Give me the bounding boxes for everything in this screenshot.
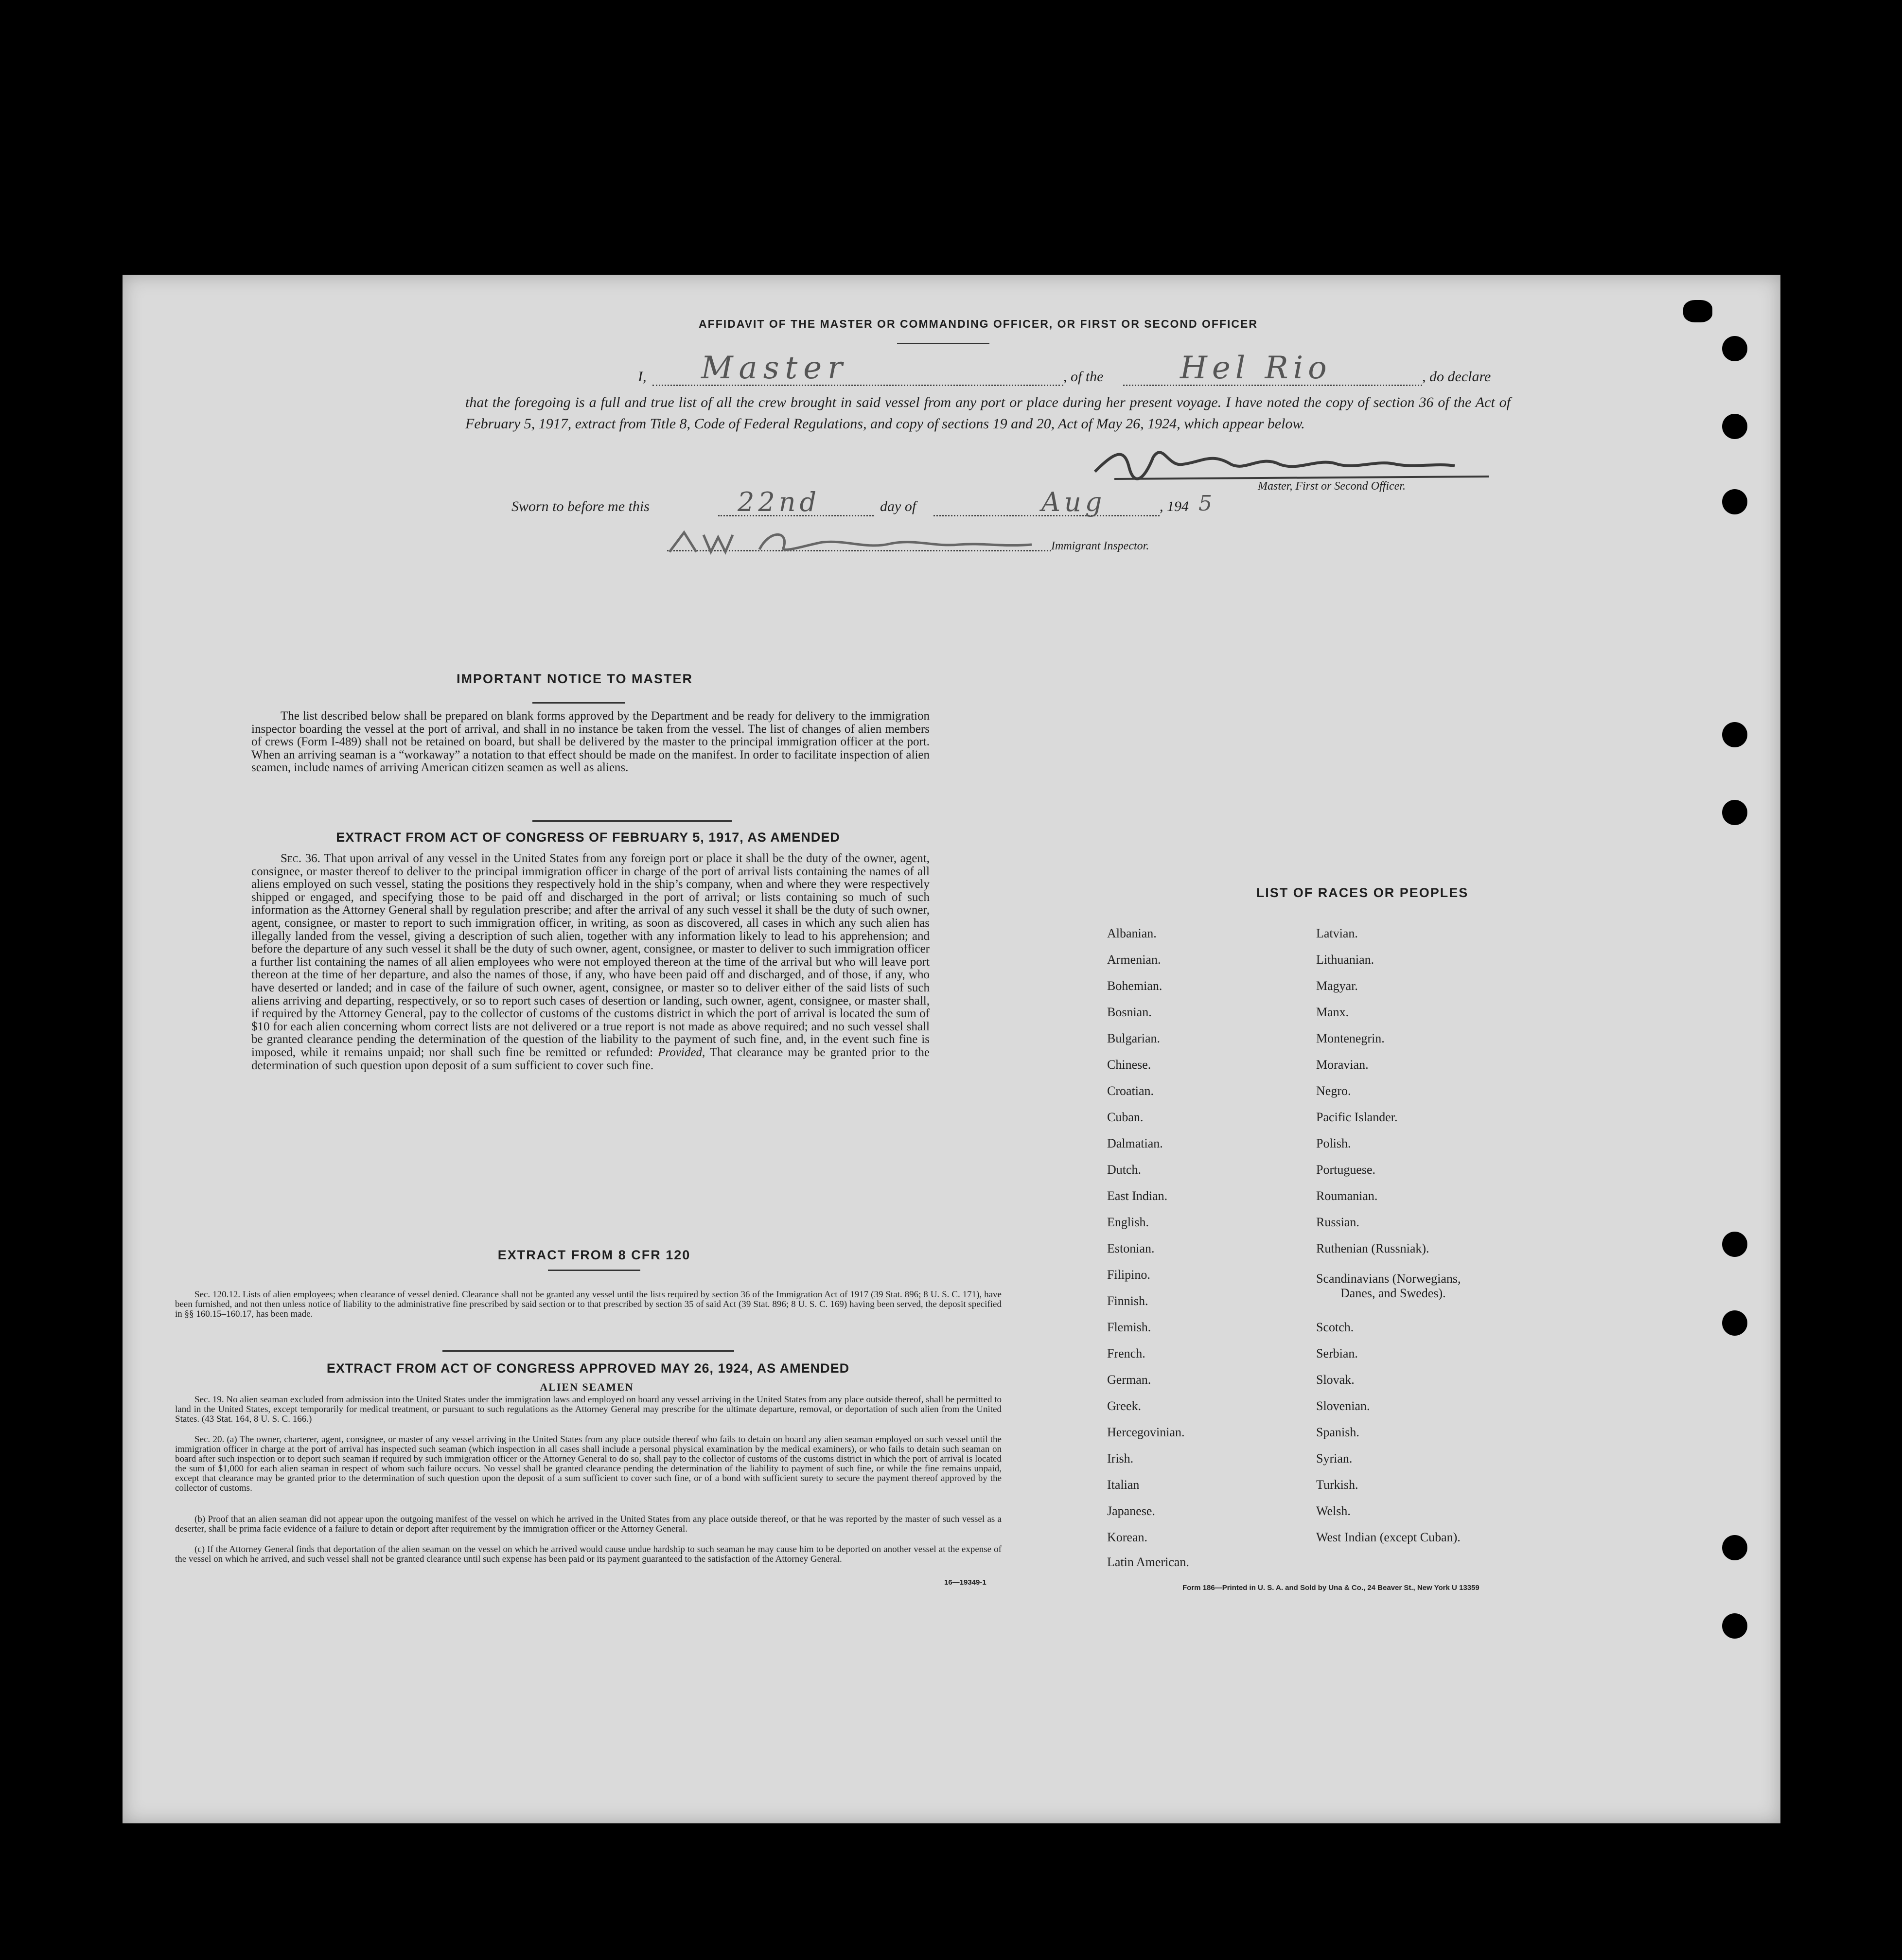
form-code: 16—19349-1 bbox=[944, 1578, 986, 1587]
race-item: Portuguese. bbox=[1316, 1163, 1376, 1177]
race-item: Hercegovinian. bbox=[1107, 1425, 1185, 1439]
punch-hole bbox=[1722, 1232, 1747, 1257]
race-item: Cuban. bbox=[1107, 1110, 1144, 1124]
race-item: Albanian. bbox=[1107, 926, 1157, 940]
cfr-body: Sec. 120.12. Lists of alien employees; when clearance of vessel denied. Clearance shall not be granted any vessel until the lists required by section 36 of the Immigration Act of 1917 (39 Stat. 896; 8 U. S. C. 171), have been furnished, and not then unless notice of liability to the administrative fine prescribed by said section or to that prescribed by section 35 of said Act (39 Stat. 896; 8 U. S. C. 169) having been served, the deposit specified in §§ 160.15–160.17, has been made. bbox=[175, 1289, 1002, 1319]
printer-footer: Form 186—Printed in U. S. A. and Sold by Una & Co., 24 Beaver St., New York U 13359 bbox=[1182, 1584, 1479, 1592]
race-item: Syrian. bbox=[1316, 1451, 1353, 1466]
race-item: Armenian. bbox=[1107, 953, 1161, 967]
race-item: Bulgarian. bbox=[1107, 1031, 1161, 1045]
race-item: Welsh. bbox=[1316, 1504, 1351, 1518]
race-item: Finnish. bbox=[1107, 1294, 1148, 1308]
vessel-name-handwritten: Hel Rio bbox=[1180, 350, 1332, 386]
signature-caption: Master, First or Second Officer. bbox=[1258, 480, 1406, 493]
race-item: East Indian. bbox=[1107, 1189, 1168, 1203]
race-item: Dalmatian. bbox=[1107, 1136, 1163, 1150]
extract-1917-body bbox=[251, 852, 930, 1072]
race-item: Korean. bbox=[1107, 1530, 1148, 1544]
section-20c-text: (c) If the Attorney General finds that deportation of the alien seaman on the vessel on which he arrived would cause undue hardship to such seaman he may cause him to be deported on another vessel at the expense of the vessel on which he arrived, and such vessel shall not be granted clearance until such expense has been paid or its payment guaranteed to the satisfaction of the Attorney General. bbox=[175, 1544, 1002, 1564]
race-item: Scandinavians (Norwegians, bbox=[1316, 1271, 1461, 1286]
proviso-text: That clearance may be granted prior to the determination of such question upon deposit of a sum sufficient to cover such fine. bbox=[251, 1045, 930, 1072]
section-label: Sec. 36. bbox=[281, 852, 320, 865]
punch-hole bbox=[1722, 1613, 1747, 1639]
race-item-continuation: Danes, and Swedes). bbox=[1340, 1286, 1446, 1300]
extract-1917-title: EXTRACT FROM ACT OF CONGRESS OF FEBRUARY 5, 1917, AS AMENDED bbox=[336, 830, 840, 845]
race-item: Scotch. bbox=[1316, 1320, 1354, 1334]
race-item: Negro. bbox=[1316, 1084, 1351, 1098]
divider bbox=[442, 1350, 734, 1352]
race-item: Spanish. bbox=[1316, 1425, 1359, 1439]
notice-title: IMPORTANT NOTICE TO MASTER bbox=[457, 671, 693, 686]
race-item: Filipino. bbox=[1107, 1268, 1150, 1282]
sworn-mid: day of bbox=[880, 498, 916, 514]
punch-hole bbox=[1722, 1310, 1747, 1336]
sworn-month-handwritten: Aug bbox=[1041, 487, 1106, 517]
section-19-text: Sec. 19. No alien seaman excluded from admission into the United States under the immigration laws and employed on board any vessel arriving in the United States from any place outside thereof, shall be permitted to land in the United States, except temporarily for medical treatment, or pursuant to such regulations as the Attorney General may prescribe for the ultimate departure, removal, or deportation of such alien from the United States. (43 Stat. 164, 8 U. S. C. 166.) bbox=[175, 1395, 1002, 1424]
extract-1924-title: EXTRACT FROM ACT OF CONGRESS APPROVED MAY 26, 1924, AS AMENDED bbox=[326, 1361, 850, 1376]
sworn-day-handwritten: 22nd bbox=[738, 487, 821, 517]
sworn-year-prefix: , 194 bbox=[1160, 498, 1189, 514]
inspector-caption: Immigrant Inspector. bbox=[1051, 540, 1149, 552]
race-item: Bosnian. bbox=[1107, 1005, 1152, 1019]
race-item: Slovak. bbox=[1316, 1373, 1355, 1387]
race-item: Magyar. bbox=[1316, 979, 1358, 993]
race-item: Greek. bbox=[1107, 1399, 1142, 1413]
race-item: Latvian. bbox=[1316, 926, 1358, 940]
race-item: Latin American. bbox=[1107, 1555, 1189, 1569]
affidavit-line1-mid: , of the bbox=[1063, 369, 1104, 385]
race-item: Serbian. bbox=[1316, 1346, 1358, 1360]
section-36-text: That upon arrival of any vessel in the United States from any foreign port or place it shall be the duty of the owner, agent, consignee, or master thereof to deliver to the principal immigration officer in charge of the port of arrival lists containing the names of all aliens employed on such vessel, stating the positions they respectively hold in the ship’s company, when and where they were respectively shipped or engaged, and specifying those to be paid off and discharged in the port of arrival; or lists containing so much of such information as the Attorney General shall by regulation prescribe; and after the arrival of any such vessel it shall be the duty of such owner, agent, consignee, or master to report to such immigration officer, in writing, as soon as discovered, all cases in which any such alien has illegally landed from the vessel, giving a description of such alien, together with any information likely to lead to his apprehension; and before the departure of any such vessel it shall be the duty of such owner, agent, consignee, or master to deliver to such immigration officer a further list containing the names of all alien employees who were not employed thereon at the time of the arrival but who will leave port thereon at the time of her departure, and also the names of those, if any, who have been paid off and discharged, and of those, if any, who have deserted or landed; and in case of the failure of such owner, agent, consignee, or master so to deliver either of the said lists of such aliens arriving and departing, respectively, or so to report such cases of desertion or landing, such owner, agent, consignee, or master shall, if required by the Attorney General, pay to the collector of customs of the customs district in which the port of arrival is located the sum of $10 for each alien concerning whom correct lists are not delivered or a true report is not made as above required; and no such vessel shall be granted clearance pending the determination of the question of the liability to the payment of such fine, and, in the event such fine is imposed, while it remains unpaid; nor shall such fine be remitted or refunded: bbox=[251, 852, 930, 1059]
divider bbox=[897, 343, 989, 344]
affidavit-body: that the foregoing is a full and true list of all the crew brought in said vessel from any port or place during her present voyage. I have noted the copy of section 36 of the Act of February 5, 1917, extract from Title 8, Code of Federal Regulations, and copy of sections 19 and 20, Act of May 26, 1924, which appear below. bbox=[465, 394, 1511, 432]
section-20b-text: (b) Proof that an alien seaman did not appear upon the outgoing manifest of the vessel on which he arrived in the United States from any place outside thereof, or that he was reported by the master of such vessel as a deserter, shall be prima facie evidence of a failure to detain or deport after requirement by the immigration officer or the Attorney General. bbox=[175, 1514, 1002, 1534]
race-item: Flemish. bbox=[1107, 1320, 1151, 1334]
race-item: West Indian (except Cuban). bbox=[1316, 1530, 1461, 1544]
divider bbox=[548, 1270, 640, 1271]
punch-hole bbox=[1683, 300, 1712, 322]
punch-hole bbox=[1722, 414, 1747, 439]
affidavit-line1-prefix: I, bbox=[638, 369, 647, 385]
race-item: English. bbox=[1107, 1215, 1149, 1229]
race-item: Polish. bbox=[1316, 1136, 1351, 1150]
race-item: Turkish. bbox=[1316, 1478, 1358, 1492]
proviso-label: Provided, bbox=[658, 1045, 705, 1059]
inspector-signature bbox=[662, 525, 1046, 559]
punch-hole bbox=[1722, 722, 1747, 747]
document-page bbox=[123, 275, 1780, 1823]
race-item: Ruthenian (Russniak). bbox=[1316, 1241, 1429, 1255]
race-item: Japanese. bbox=[1107, 1504, 1155, 1518]
punch-hole bbox=[1722, 800, 1747, 825]
divider bbox=[532, 820, 732, 822]
notice-body: The list described below shall be prepared on blank forms approved by the Department and be ready for delivery to the immigration inspector boarding the vessel at the port of arrival, and shall in no instance be taken from the vessel. The list of changes of alien members of crews (Form I-489) shall not be retained on board, but shall be delivered by the master to the principal immigration officer at the port. When an arriving seaman is a “workaway” a notation to that effect should be made on the manifest. In order to facilitate inspection of alien seamen, include names of arriving American citizen seamen as well as aliens. bbox=[251, 709, 930, 774]
race-item: Pacific Islander. bbox=[1316, 1110, 1398, 1124]
punch-hole bbox=[1722, 489, 1747, 514]
race-item: Roumanian. bbox=[1316, 1189, 1378, 1203]
master-name-handwritten: Master bbox=[701, 350, 848, 386]
cfr-title: EXTRACT FROM 8 CFR 120 bbox=[497, 1248, 691, 1262]
sworn-prefix: Sworn to before me this bbox=[511, 498, 650, 514]
punch-hole bbox=[1722, 336, 1747, 361]
race-item: Dutch. bbox=[1107, 1163, 1142, 1177]
race-item: Montenegrin. bbox=[1316, 1031, 1385, 1045]
races-title: LIST OF RACES OR PEOPLES bbox=[1256, 885, 1469, 900]
race-item: Moravian. bbox=[1316, 1058, 1369, 1072]
race-item: Italian bbox=[1107, 1478, 1140, 1492]
race-item: Bohemian. bbox=[1107, 979, 1162, 993]
race-item: Irish. bbox=[1107, 1451, 1134, 1466]
divider bbox=[532, 702, 625, 704]
extract-1924-subtitle: ALIEN SEAMEN bbox=[540, 1381, 634, 1393]
sworn-year-handwritten: 5 bbox=[1198, 491, 1212, 516]
section-20a-text: Sec. 20. (a) The owner, charterer, agent, consignee, or master of any vessel arriving in the United States from any place outside thereof who fails to detain on board any alien seaman employed on such vessel until the immigration officer in charge at the port of arrival has inspected such seaman (which inspection in all cases shall include a personal physical examination by the medical examiners), or who fails to detain such seaman on board after such inspection or to deport such seaman if required by such immigration officer or the Attorney General to do so, shall pay to the collector of customs of the customs district in which the port of arrival is located the sum of $1,000 for each alien seaman in respect of whom such failure occurs. No vessel shall be granted clearance pending the determination of the liability to payment of such fine, or while the fine remains unpaid, except that clearance may be granted prior to the determination of such question upon the deposit of a sum sufficient to cover such fine, or of a bond with sufficient surety to secure the payment thereof approved by the collector of customs. bbox=[175, 1434, 1002, 1493]
race-item: French. bbox=[1107, 1346, 1145, 1360]
race-item: Lithuanian. bbox=[1316, 953, 1374, 967]
affidavit-title: AFFIDAVIT OF THE MASTER OR COMMANDING OFFICER, OR FIRST OR SECOND OFFICER bbox=[699, 318, 1258, 330]
affidavit-line1-suffix: , do declare bbox=[1422, 369, 1491, 385]
race-item: Manx. bbox=[1316, 1005, 1349, 1019]
race-item: German. bbox=[1107, 1373, 1151, 1387]
race-item: Estonian. bbox=[1107, 1241, 1155, 1255]
race-item: Croatian. bbox=[1107, 1084, 1154, 1098]
race-item: Russian. bbox=[1316, 1215, 1359, 1229]
race-item: Chinese. bbox=[1107, 1058, 1151, 1072]
race-item: Slovenian. bbox=[1316, 1399, 1370, 1413]
punch-hole bbox=[1722, 1535, 1747, 1560]
